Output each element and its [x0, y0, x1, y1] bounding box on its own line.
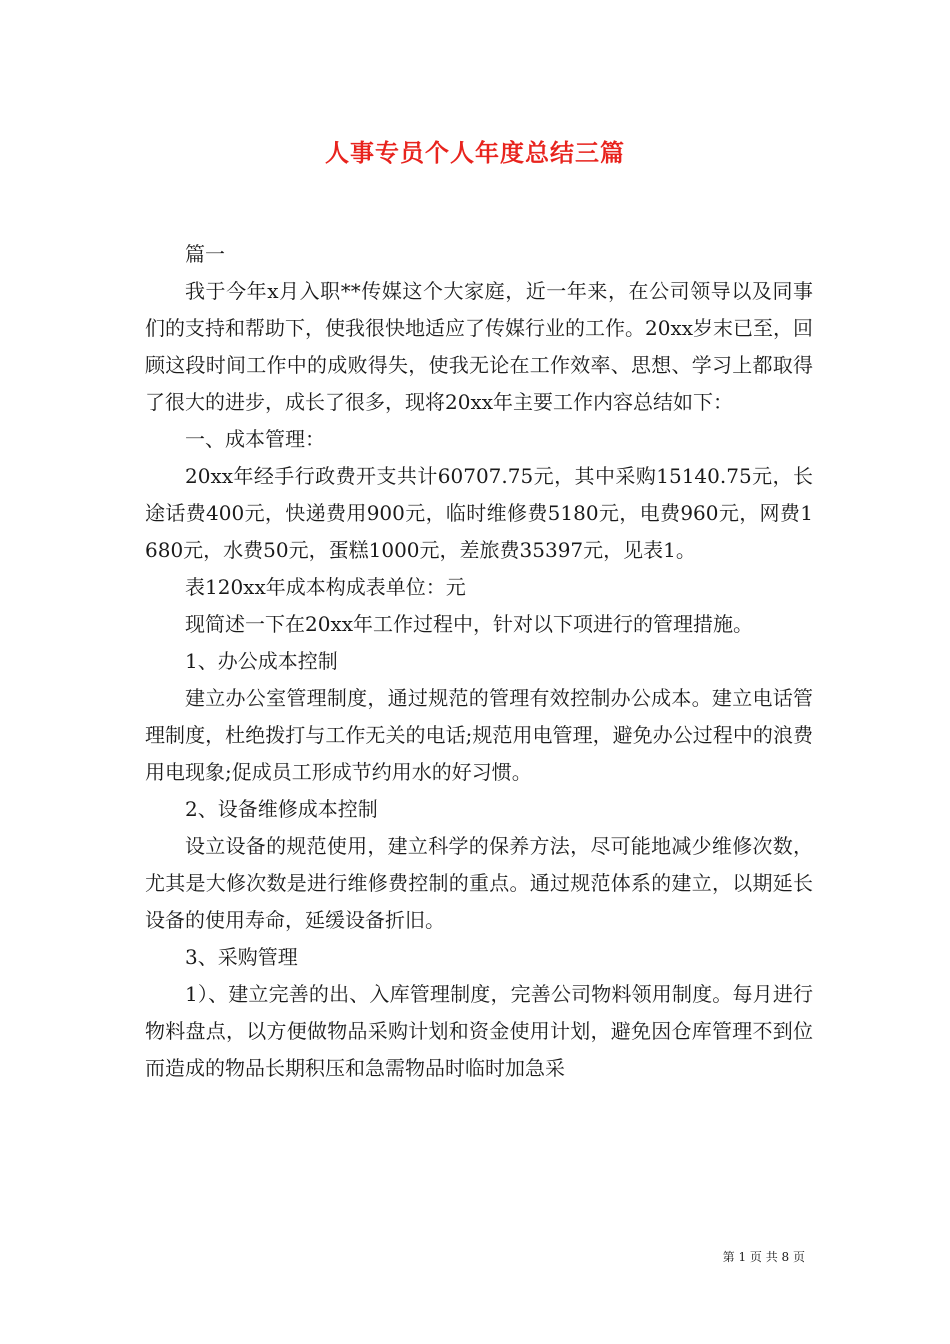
table-caption: 表120xx年成本构成表单位：元	[185, 575, 466, 599]
page-number-footer: 第 1 页 共 8 页	[722, 1250, 805, 1264]
body-paragraph: 1）、建立完善的出、入库管理制度，完善公司物料领用制度。每月进行物料盘点，以方便做物品采购计划和资金使用计划，避免因仓库管理不到位而造成的物品长期积压和急需物品时临时加急采	[145, 982, 813, 1080]
section-heading: 篇一	[185, 242, 225, 266]
body-paragraph: 我于今年x月入职**传媒这个大家庭，近一年来，在公司领导以及同事们的支持和帮助下，使我很快地适应了传媒行业的工作。20xx岁末已至，回顾这段时间工作中的成败得失，使我无论在工作效率、思想、学习上都取得了很大的进步，成长了很多，现将20xx年主要工作内容总结如下：	[145, 279, 814, 414]
document-body	[145, 236, 813, 1087]
subsection-heading: 2、设备维修成本控制	[185, 797, 378, 821]
body-paragraph: 建立办公室管理制度，通过规范的管理有效控制办公成本。建立电话管理制度，杜绝拨打与工作无关的电话;规范用电管理，避免办公过程中的浪费用电现象;促成员工形成节约用水的好习惯。	[145, 686, 813, 784]
body-paragraph: 设立设备的规范使用，建立科学的保养方法，尽可能地减少维修次数，尤其是大修次数是进行维修费控制的重点。通过规范体系的建立，以期延长设备的使用寿命，延缓设备折旧。	[145, 834, 813, 932]
subsection-heading: 3、采购管理	[185, 945, 298, 969]
subsection-heading: 1、办公成本控制	[185, 649, 338, 673]
body-paragraph: 现简述一下在20xx年工作过程中，针对以下项进行的管理措施。	[185, 612, 754, 636]
section-heading: 一、成本管理：	[185, 427, 325, 451]
body-paragraph: 20xx年经手行政费开支共计60707.75元，其中采购15140.75元，长途话费400元，快递费用900元，临时维修费5180元，电费960元，网费1680元，水费50元，蛋糕1000元，差旅费35397元，见表1。	[145, 464, 813, 562]
document-title: 人事专员个人年度总结三篇	[325, 138, 625, 167]
